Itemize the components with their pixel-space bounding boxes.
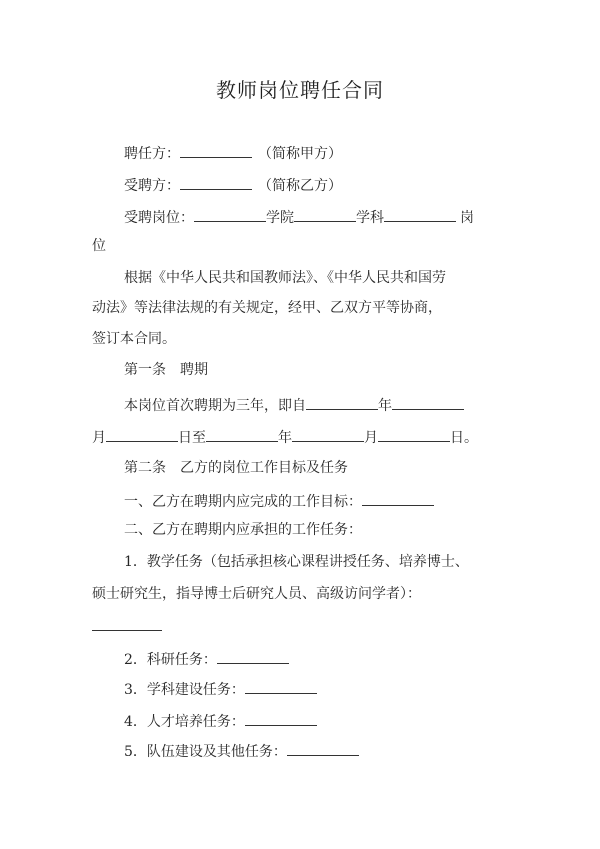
research-task-line [124,648,289,670]
employee-blank[interactable] [180,174,252,190]
college-blank[interactable] [194,206,266,222]
position-label: 受聘岗位： [124,210,194,226]
employer-blank[interactable] [180,142,252,158]
teaching-task-line-2: 硕士研究生，指导博士后研究人员、高级访问学者）： [92,586,421,602]
position-line [124,206,474,228]
discipline-task-label: 3．学科建设任务： [124,682,245,698]
document-title: 教师岗位聘任合同 [216,78,384,102]
teaching-task-line-1: 1．教学任务（包括承担核心课程讲授任务、培养博士、 [124,554,469,570]
year-label-2: 年 [278,430,292,446]
preamble-line-2: 动法》等法律法规的有关规定，经甲、乙双方平等协商， [92,300,442,316]
team-task-blank[interactable] [287,740,359,756]
preamble-line-1: 根据《中华人民共和国教师法》、《中华人民共和国劳 [124,270,446,286]
year-label: 年 [378,398,392,414]
post-label-second: 位 [92,238,106,254]
term-line-1 [124,394,464,416]
discipline-task-line [124,678,317,700]
subject-label: 学科 [356,210,384,226]
post-label-first: 岗 [460,210,474,226]
subject-blank[interactable] [294,206,356,222]
start-day-blank[interactable] [106,426,178,442]
team-task-line [124,740,359,762]
term-line-2 [92,426,478,448]
discipline-task-blank[interactable] [245,678,317,694]
tasks-heading: 二、乙方在聘期内应承担的工作任务： [124,522,362,538]
start-month-blank[interactable] [392,394,464,410]
month-label-2: 月 [364,430,378,446]
employee-line [124,174,342,196]
preamble-line-3: 签订本合同。 [92,331,176,347]
teaching-task-blank[interactable] [92,630,162,631]
post-blank[interactable] [384,206,456,222]
research-task-label: 2．科研任务： [124,652,217,668]
research-task-blank[interactable] [217,648,289,664]
college-label: 学院 [266,210,294,226]
goals-line [124,490,434,512]
employer-note: （简称甲方） [258,146,342,162]
end-year-blank[interactable] [206,426,278,442]
employee-note: （简称乙方） [258,178,342,194]
goals-blank[interactable] [362,490,434,506]
article1-heading: 第一条 聘期 [124,362,208,378]
talent-task-line [124,710,317,732]
talent-task-blank[interactable] [245,710,317,726]
employer-label: 聘任方： [124,146,180,162]
article2-heading: 第二条 乙方的岗位工作目标及任务 [124,460,348,476]
term-prefix: 本岗位首次聘期为三年，即自 [124,398,306,414]
employee-label: 受聘方： [124,178,180,194]
day-end-label: 日。 [450,430,478,446]
day-to-label: 日至 [178,430,206,446]
end-day-blank[interactable] [378,426,450,442]
month-label: 月 [92,430,106,446]
talent-task-label: 4．人才培养任务： [124,714,245,730]
team-task-label: 5．队伍建设及其他任务： [124,744,287,760]
goals-label: 一、乙方在聘期内应完成的工作目标： [124,494,362,510]
end-month-blank[interactable] [292,426,364,442]
start-year-blank[interactable] [306,394,378,410]
employer-line [124,142,342,164]
